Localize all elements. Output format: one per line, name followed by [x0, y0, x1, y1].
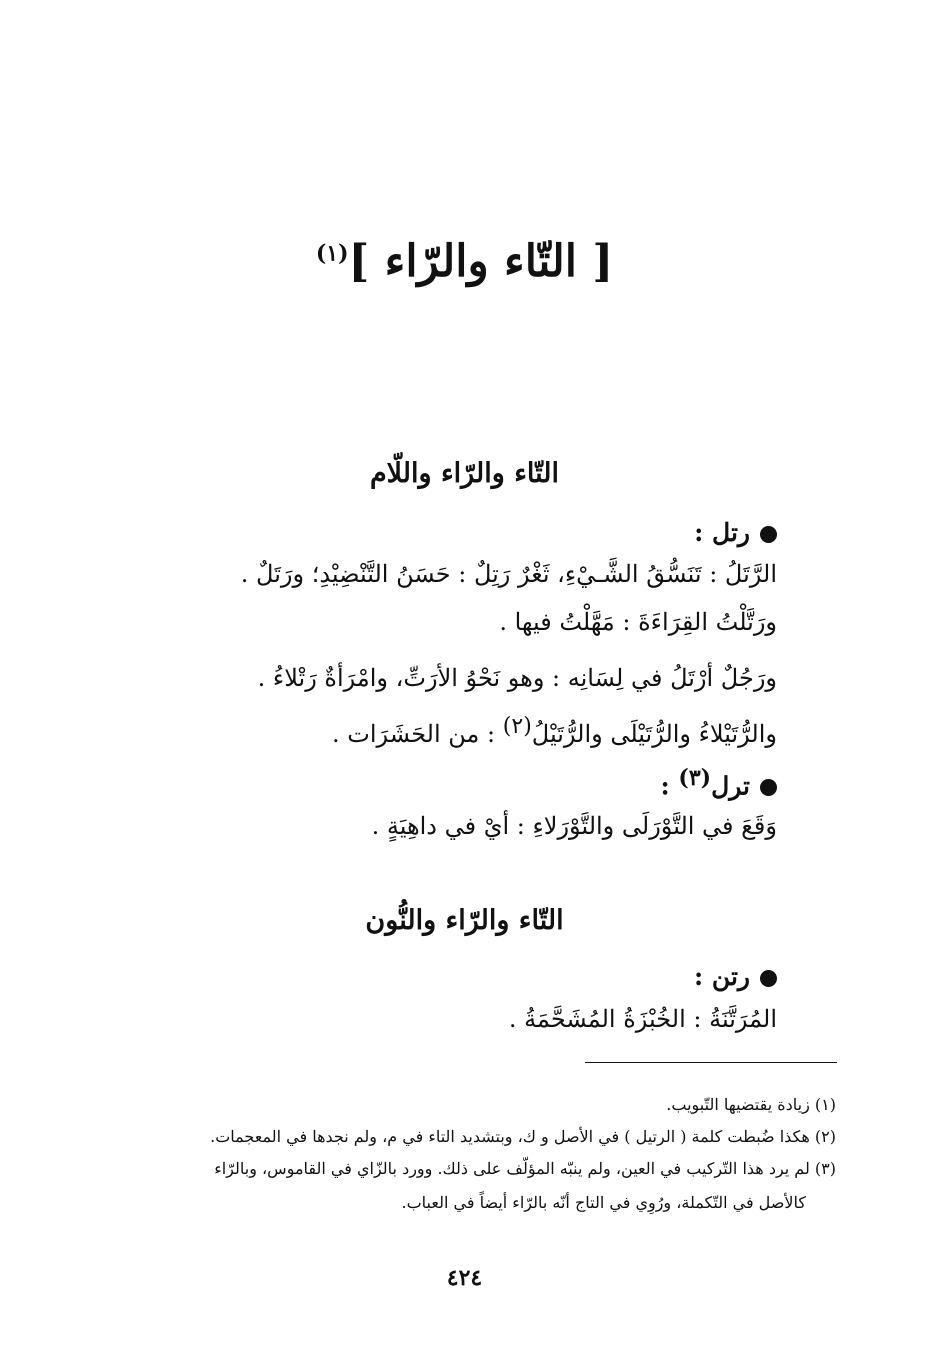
chapter-footnote-ref: (١) — [315, 240, 349, 267]
entry-text: : من الحَشَرَات . — [332, 720, 496, 748]
chapter-title-text: [ التّاء والرّاء ] — [348, 236, 614, 287]
entry-line: ورَجُلٌ أرْتَلُ في لِسَانِه : وهو نَحْوُ الأرَتِّ، وامْرَأةٌ رَتْلاءُ . — [257, 664, 777, 692]
footnote: (٢) هكذا ضُبطت كلمة ( الرتيل ) في الأصل و ك، وبتشديد التاء في م، ولم نجدها في المعجمات. — [210, 1127, 836, 1146]
entry-root-trl — [660, 765, 777, 801]
footnote: (٣) لم يرد هذا التّركيب في العين، ولم ينبّه المؤلّف على ذلك. وورد بالزّاي في القاموس، وبالرّاء — [214, 1159, 836, 1178]
footnote-ref: (٢) — [502, 714, 532, 739]
bullet-icon — [760, 526, 777, 543]
root-label: رتن : — [694, 962, 750, 991]
footnote: (١) زيادة يقتضيها التّبويب. — [666, 1095, 836, 1114]
root-suffix: : — [660, 771, 670, 801]
entry-root-rtl — [694, 518, 777, 548]
section-title-tl: التّاء والرّاء واللّام — [369, 458, 560, 489]
entry-line: المُرَتَّنَةُ : الخُبْزَةُ المُشَحَّمَةُ . — [508, 1005, 777, 1033]
footnote-continuation: كالأصل في التّكملة، ورُوِي في التاج أنّه بالرّاء أيضاً في العباب. — [401, 1193, 806, 1212]
bullet-icon — [760, 970, 777, 987]
footnote-separator — [585, 1062, 837, 1063]
root-label: ترل — [711, 771, 750, 801]
entry-root-rtn — [694, 962, 777, 992]
entry-line: ورَتَّلْتُ القِرَاءَةَ : مَهَّلْتُ فيها . — [499, 608, 777, 636]
entry-line — [332, 714, 777, 749]
page-number: ٤٢٤ — [446, 1265, 483, 1291]
entry-line: وَقَعَ في التَّوْرَلَى والتَّوْرَلاءِ : أيْ في داهِيَةٍ . — [371, 812, 777, 840]
bullet-icon — [760, 779, 777, 796]
chapter-title — [0, 236, 929, 289]
root-label: رتل : — [694, 518, 750, 547]
footnote-ref: (٣) — [678, 765, 712, 791]
section-title-tn: التّاء والرّاء والنُّون — [365, 905, 564, 936]
entry-text: والرُّتَيْلاءُ والرُّتَيْلَى والرُّتَيْلُ — [531, 720, 777, 748]
entry-line: الرَّتَلُ : تَنَسُّقُ الشَّـيْءِ، ثَغْرٌ رَتِلٌ : حَسَنُ التَّنْضِيْدِ؛ ورَتَلٌ . — [240, 560, 777, 588]
